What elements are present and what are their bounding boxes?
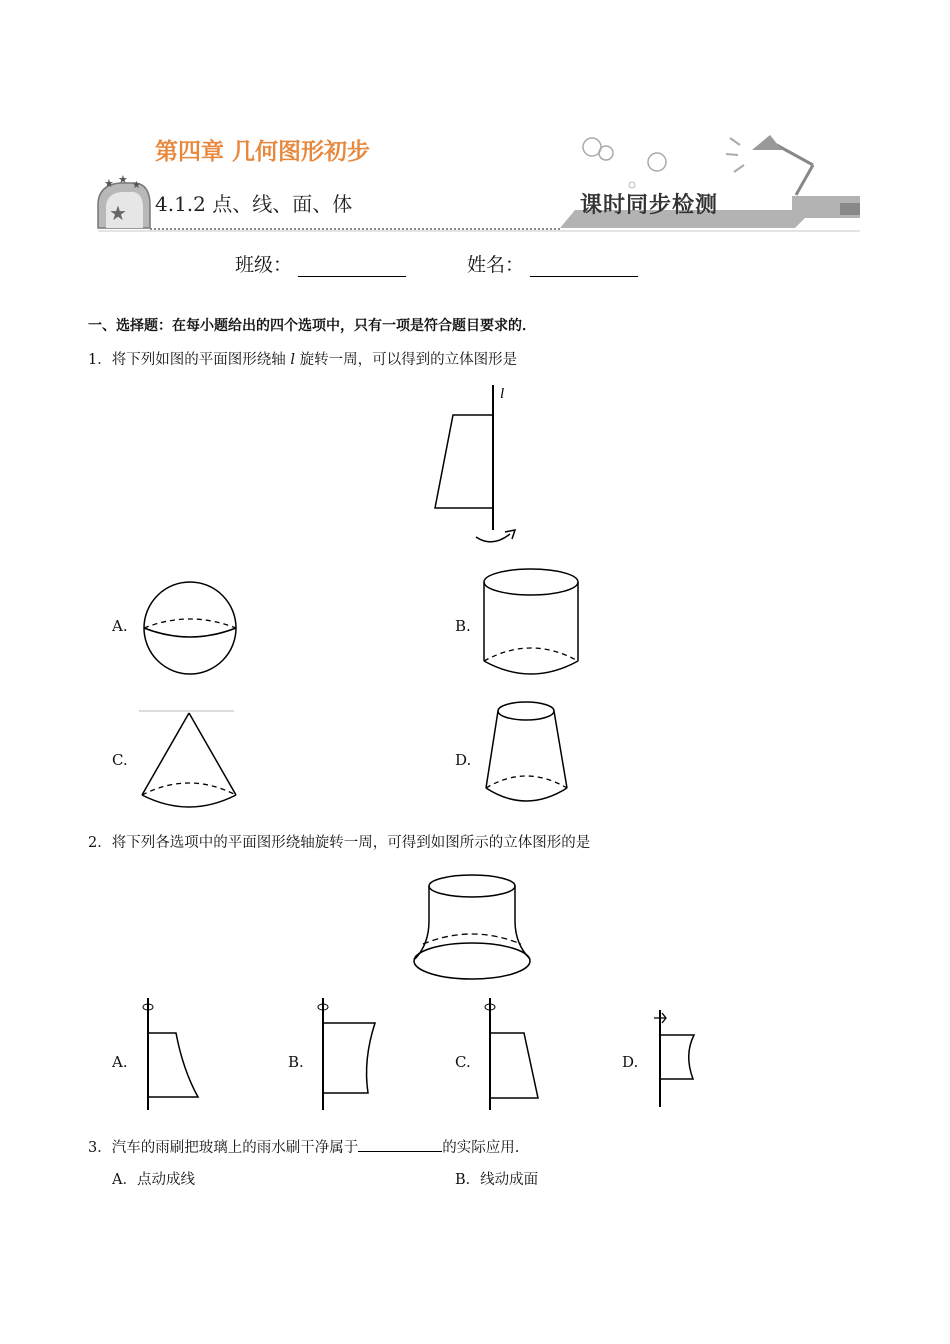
- section-title: 4.1.2 点、线、面、体: [155, 192, 353, 216]
- question-1: [88, 351, 517, 369]
- option-a[interactable]: A．点动成线: [112, 1172, 195, 1188]
- name-field: [467, 250, 638, 277]
- section-heading: 一、选择题：在每小题给出的四个选项中，只有一项是符合题目要求的．: [88, 318, 536, 334]
- profile-b-shape: [313, 995, 393, 1115]
- name-blank[interactable]: [530, 258, 638, 277]
- question-number: 2．: [88, 835, 112, 851]
- profile-d-shape: [648, 995, 728, 1115]
- answer-blank[interactable]: [358, 1137, 442, 1152]
- lamp-icon: [773, 143, 813, 195]
- question-number: 1．: [88, 352, 112, 368]
- cylinder-shape: [476, 565, 596, 685]
- question-3: [88, 1137, 519, 1157]
- option-a[interactable]: A.: [112, 617, 128, 635]
- option-c[interactable]: C.: [455, 1053, 471, 1071]
- q2-figure: [405, 866, 555, 996]
- class-field: [235, 250, 406, 277]
- question-text: 旋转一周，可以得到的立体图形是: [294, 352, 518, 368]
- cone-shape: [134, 705, 254, 825]
- question-text: 的实际应用.: [442, 1140, 520, 1156]
- option-b[interactable]: B.: [288, 1053, 304, 1071]
- class-blank[interactable]: [298, 258, 406, 277]
- chapter-title: 第四章 几何图形初步: [155, 139, 371, 165]
- profile-a-shape: [138, 995, 218, 1115]
- option-d[interactable]: D.: [455, 751, 472, 769]
- question-number: 3．: [88, 1140, 112, 1156]
- sphere-shape: [136, 578, 246, 688]
- question-2: [88, 834, 590, 852]
- axis-variable: l: [290, 352, 295, 368]
- option-a[interactable]: A.: [112, 1053, 128, 1071]
- star-icon: ★: [118, 173, 128, 186]
- class-label: 班级：: [235, 254, 293, 276]
- question-text: 将下列如图的平面图形绕轴: [111, 352, 291, 368]
- frustum-shape: [479, 698, 589, 818]
- header-decoration: [0, 0, 950, 240]
- profile-c-shape: [480, 995, 560, 1115]
- option-b[interactable]: B．线动成面: [455, 1172, 539, 1188]
- name-label: 姓名：: [467, 254, 525, 276]
- question-text: 汽车的雨刷把玻璃上的雨水刷干净属于: [111, 1140, 359, 1156]
- star-icon: ★: [104, 177, 114, 190]
- star-icon: ★: [132, 180, 141, 191]
- option-d[interactable]: D.: [622, 1053, 639, 1071]
- option-c[interactable]: C.: [112, 751, 128, 769]
- star-icon: ★: [109, 201, 127, 225]
- banner-label: 课时同步检测: [580, 192, 719, 218]
- axis-label: l: [500, 386, 505, 402]
- question-text: 将下列各选项中的平面图形绕轴旋转一周，可得到如图所示的立体图形的是: [111, 835, 591, 851]
- q1-figure: [420, 380, 540, 550]
- option-b[interactable]: B.: [455, 617, 471, 635]
